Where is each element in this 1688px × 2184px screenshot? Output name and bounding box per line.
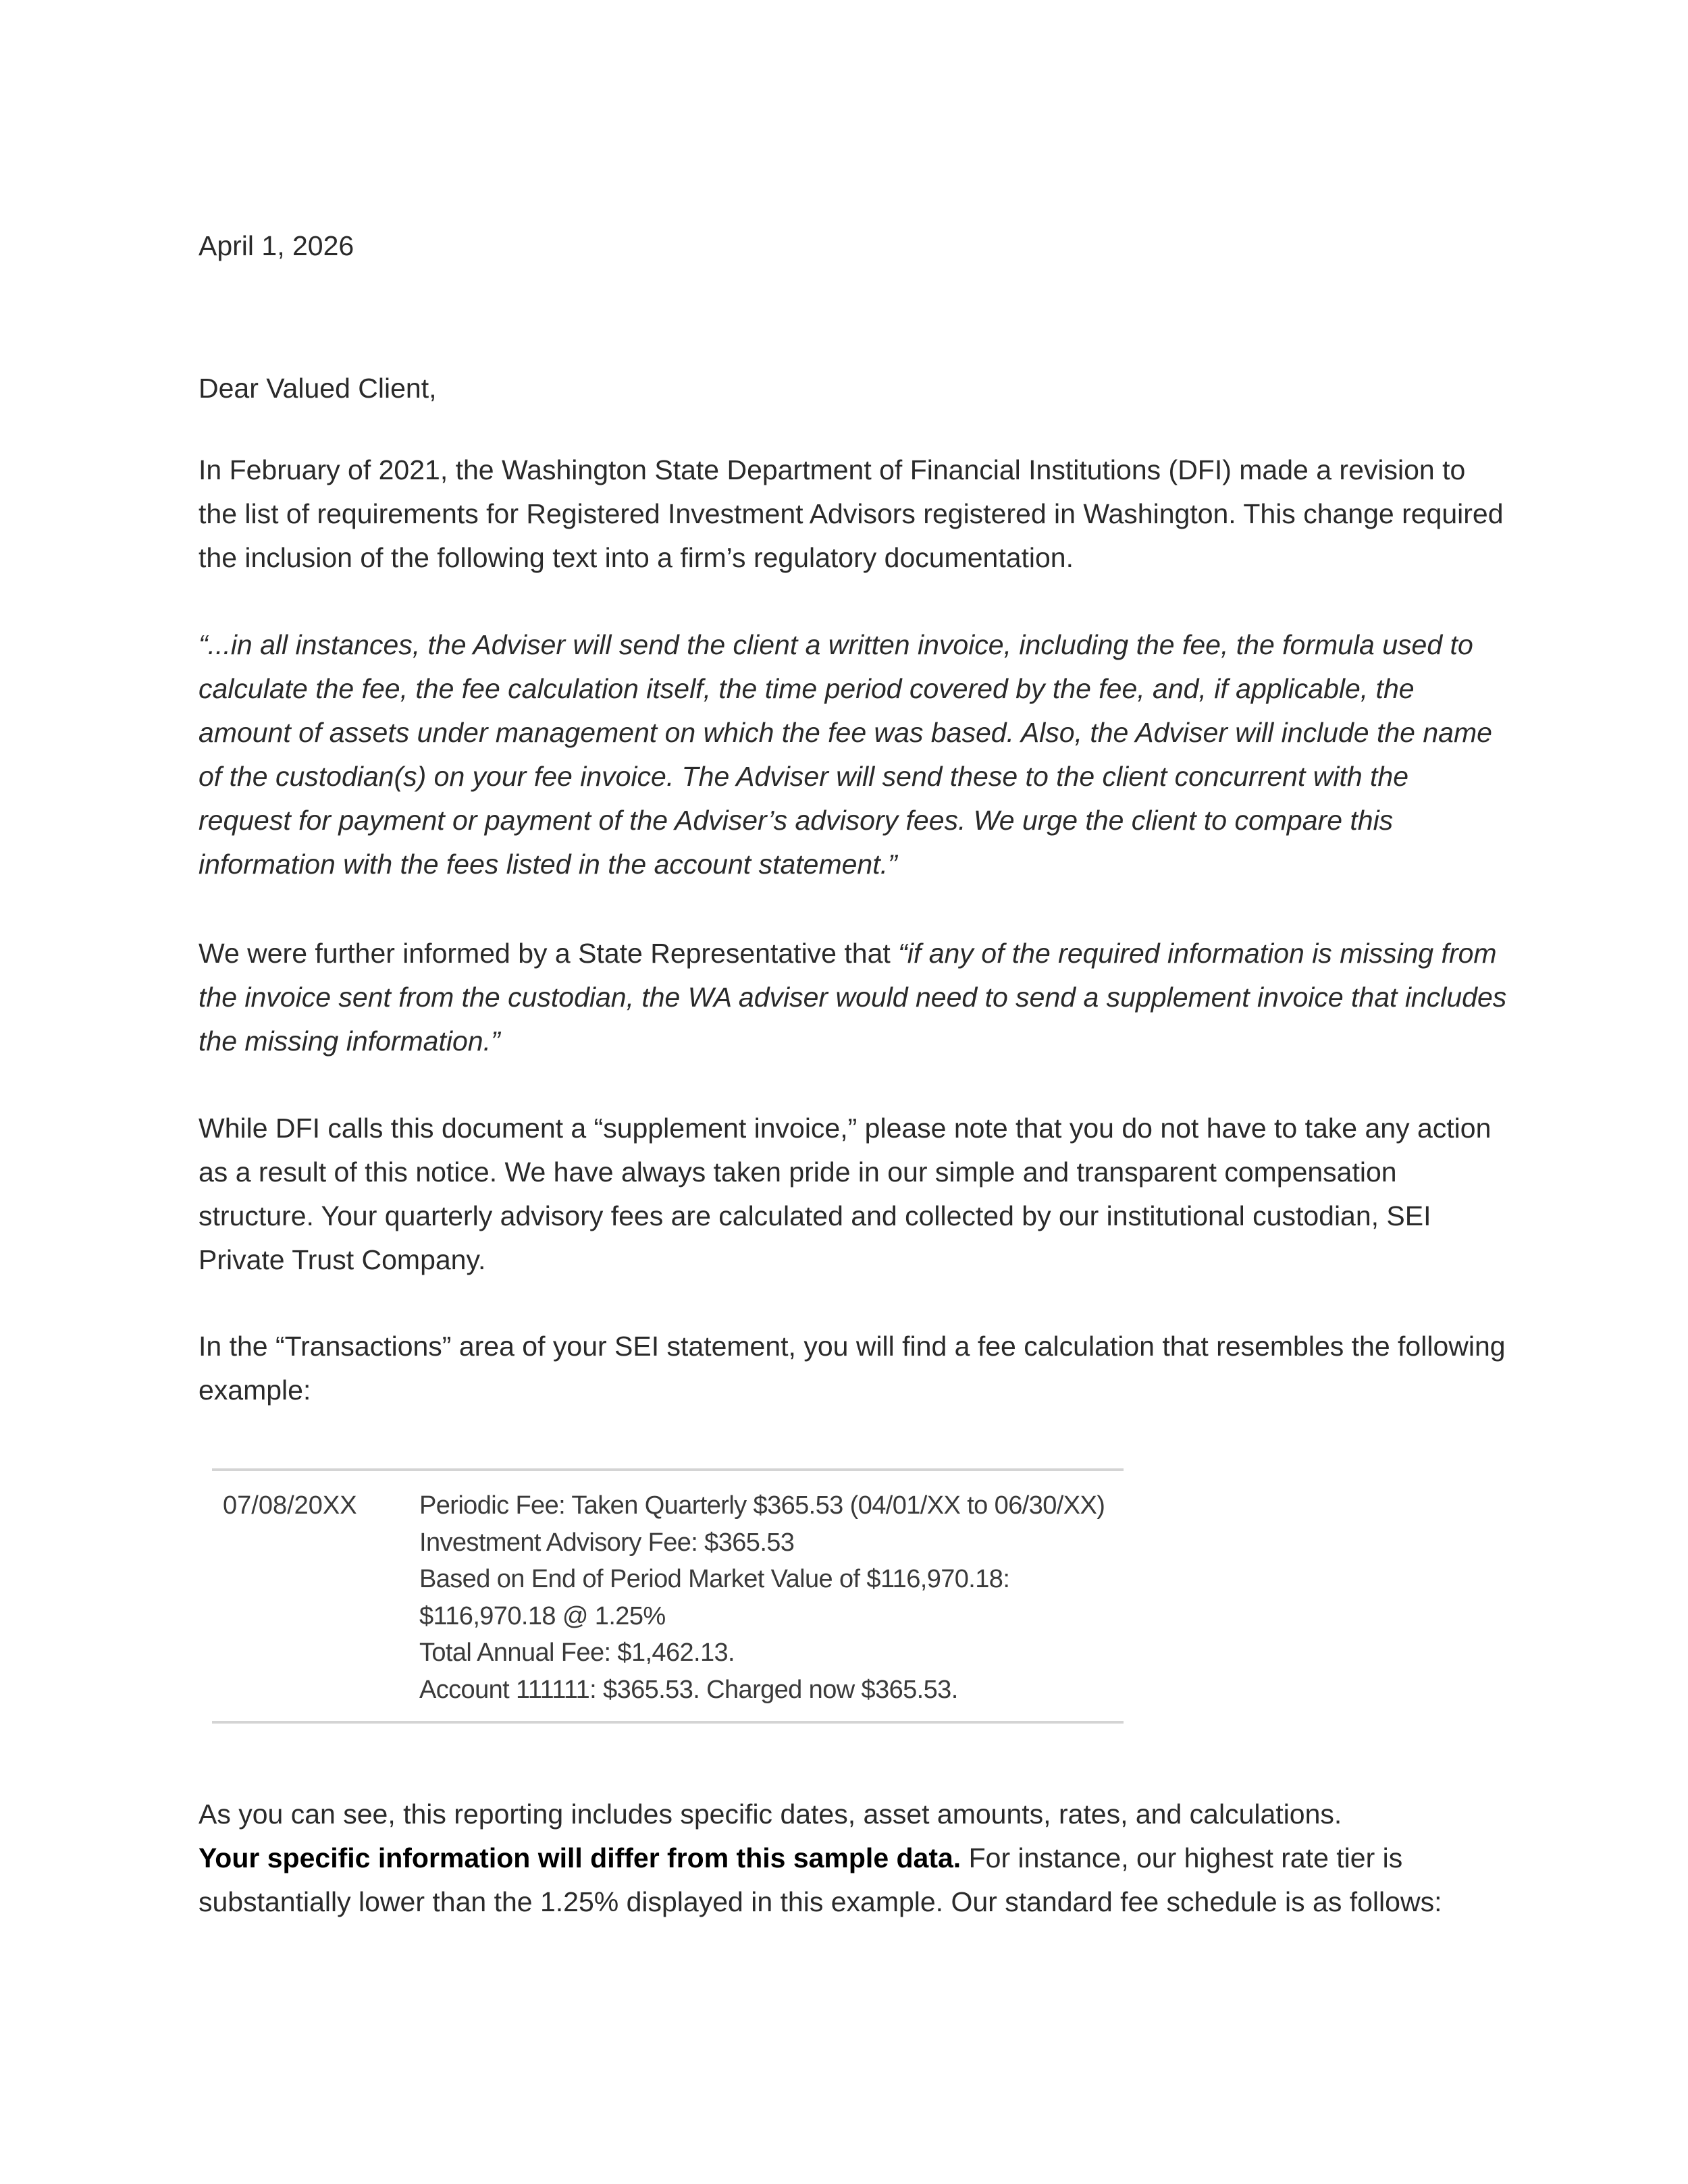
sample-line-market-value: Based on End of Period Market Value of $116,970.18: bbox=[419, 1565, 1010, 1593]
sample-fee-calculation bbox=[212, 1468, 1124, 1724]
regulatory-quote: “...in all instances, the Adviser will send the client a written invoice, including the fee, the formula used to calculate the fee, the fee calculation itself, the time period covered by the fee, and, if applicable, the amount of assets under management on which the fee was based. Also, the Adviser will include the name of the custodian(s) on your fee invoice. The Adviser will send these to the client concurrent with the request for payment or payment of the Adviser’s advisory fees. We urge the client to compare this information with the fees listed in the account statement.” bbox=[199, 629, 1492, 880]
sample-notice-bold: Your specific information will differ from this sample data. bbox=[199, 1842, 961, 1873]
paragraph-dfi-revision: In February of 2021, the Washington State Department of Financial Institutions (DFI) made a revision to the list of requirements for Registered Investment Advisors registered in Washington. This change required the inclusion of the following text into a firm’s regulatory documentation. bbox=[199, 454, 1504, 573]
paragraph-state-representative bbox=[199, 932, 1508, 1063]
salutation: Dear Valued Client, bbox=[199, 373, 437, 404]
sample-fee-details bbox=[419, 1487, 1122, 1708]
sample-transaction-date: 07/08/20XX bbox=[223, 1491, 357, 1520]
state-rep-quote: “if any of the required information is missing from the invoice sent from the custodian, the WA adviser would need to send a supplement invoice that includes the missing information.” bbox=[199, 938, 1507, 1057]
sample-notice-rest: For instance, our highest rate tier is substantially lower than the 1.25% displayed in this example. Our standard fee schedule is as follows: bbox=[199, 1842, 1442, 1917]
paragraph-transactions-example: In the “Transactions” area of your SEI statement, you will find a fee calculation that resembles the following example: bbox=[199, 1331, 1506, 1406]
sample-line-annual-fee: Total Annual Fee: $1,462.13. bbox=[419, 1639, 735, 1667]
sample-line-periodic-fee: Periodic Fee: Taken Quarterly $365.53 (04/01/XX to 06/30/XX) bbox=[419, 1491, 1105, 1520]
sample-line-advisory-fee: Investment Advisory Fee: $365.53 bbox=[419, 1528, 795, 1557]
paragraph-supplement-invoice: While DFI calls this document a “supplement invoice,” please note that you do not have to take any action as a result of this notice. We have always taken pride in our simple and transparent compensation structure. Your quarterly advisory fees are calculated and collected by our institutional custodian, SEI Private Trust Company. bbox=[199, 1113, 1492, 1275]
state-rep-lead-text: We were further informed by a State Representative that bbox=[199, 938, 899, 969]
sample-notice-lead: As you can see, this reporting includes specific dates, asset amounts, rates, and calculations. bbox=[199, 1799, 1342, 1830]
sample-line-rate-calc: $116,970.18 @ 1.25% bbox=[419, 1601, 666, 1630]
paragraph-sample-data-notice bbox=[199, 1792, 1508, 1924]
letter-date: April 1, 2026 bbox=[199, 230, 354, 261]
sample-line-account-charge: Account 111111: $365.53. Charged now $365.53. bbox=[419, 1675, 958, 1704]
